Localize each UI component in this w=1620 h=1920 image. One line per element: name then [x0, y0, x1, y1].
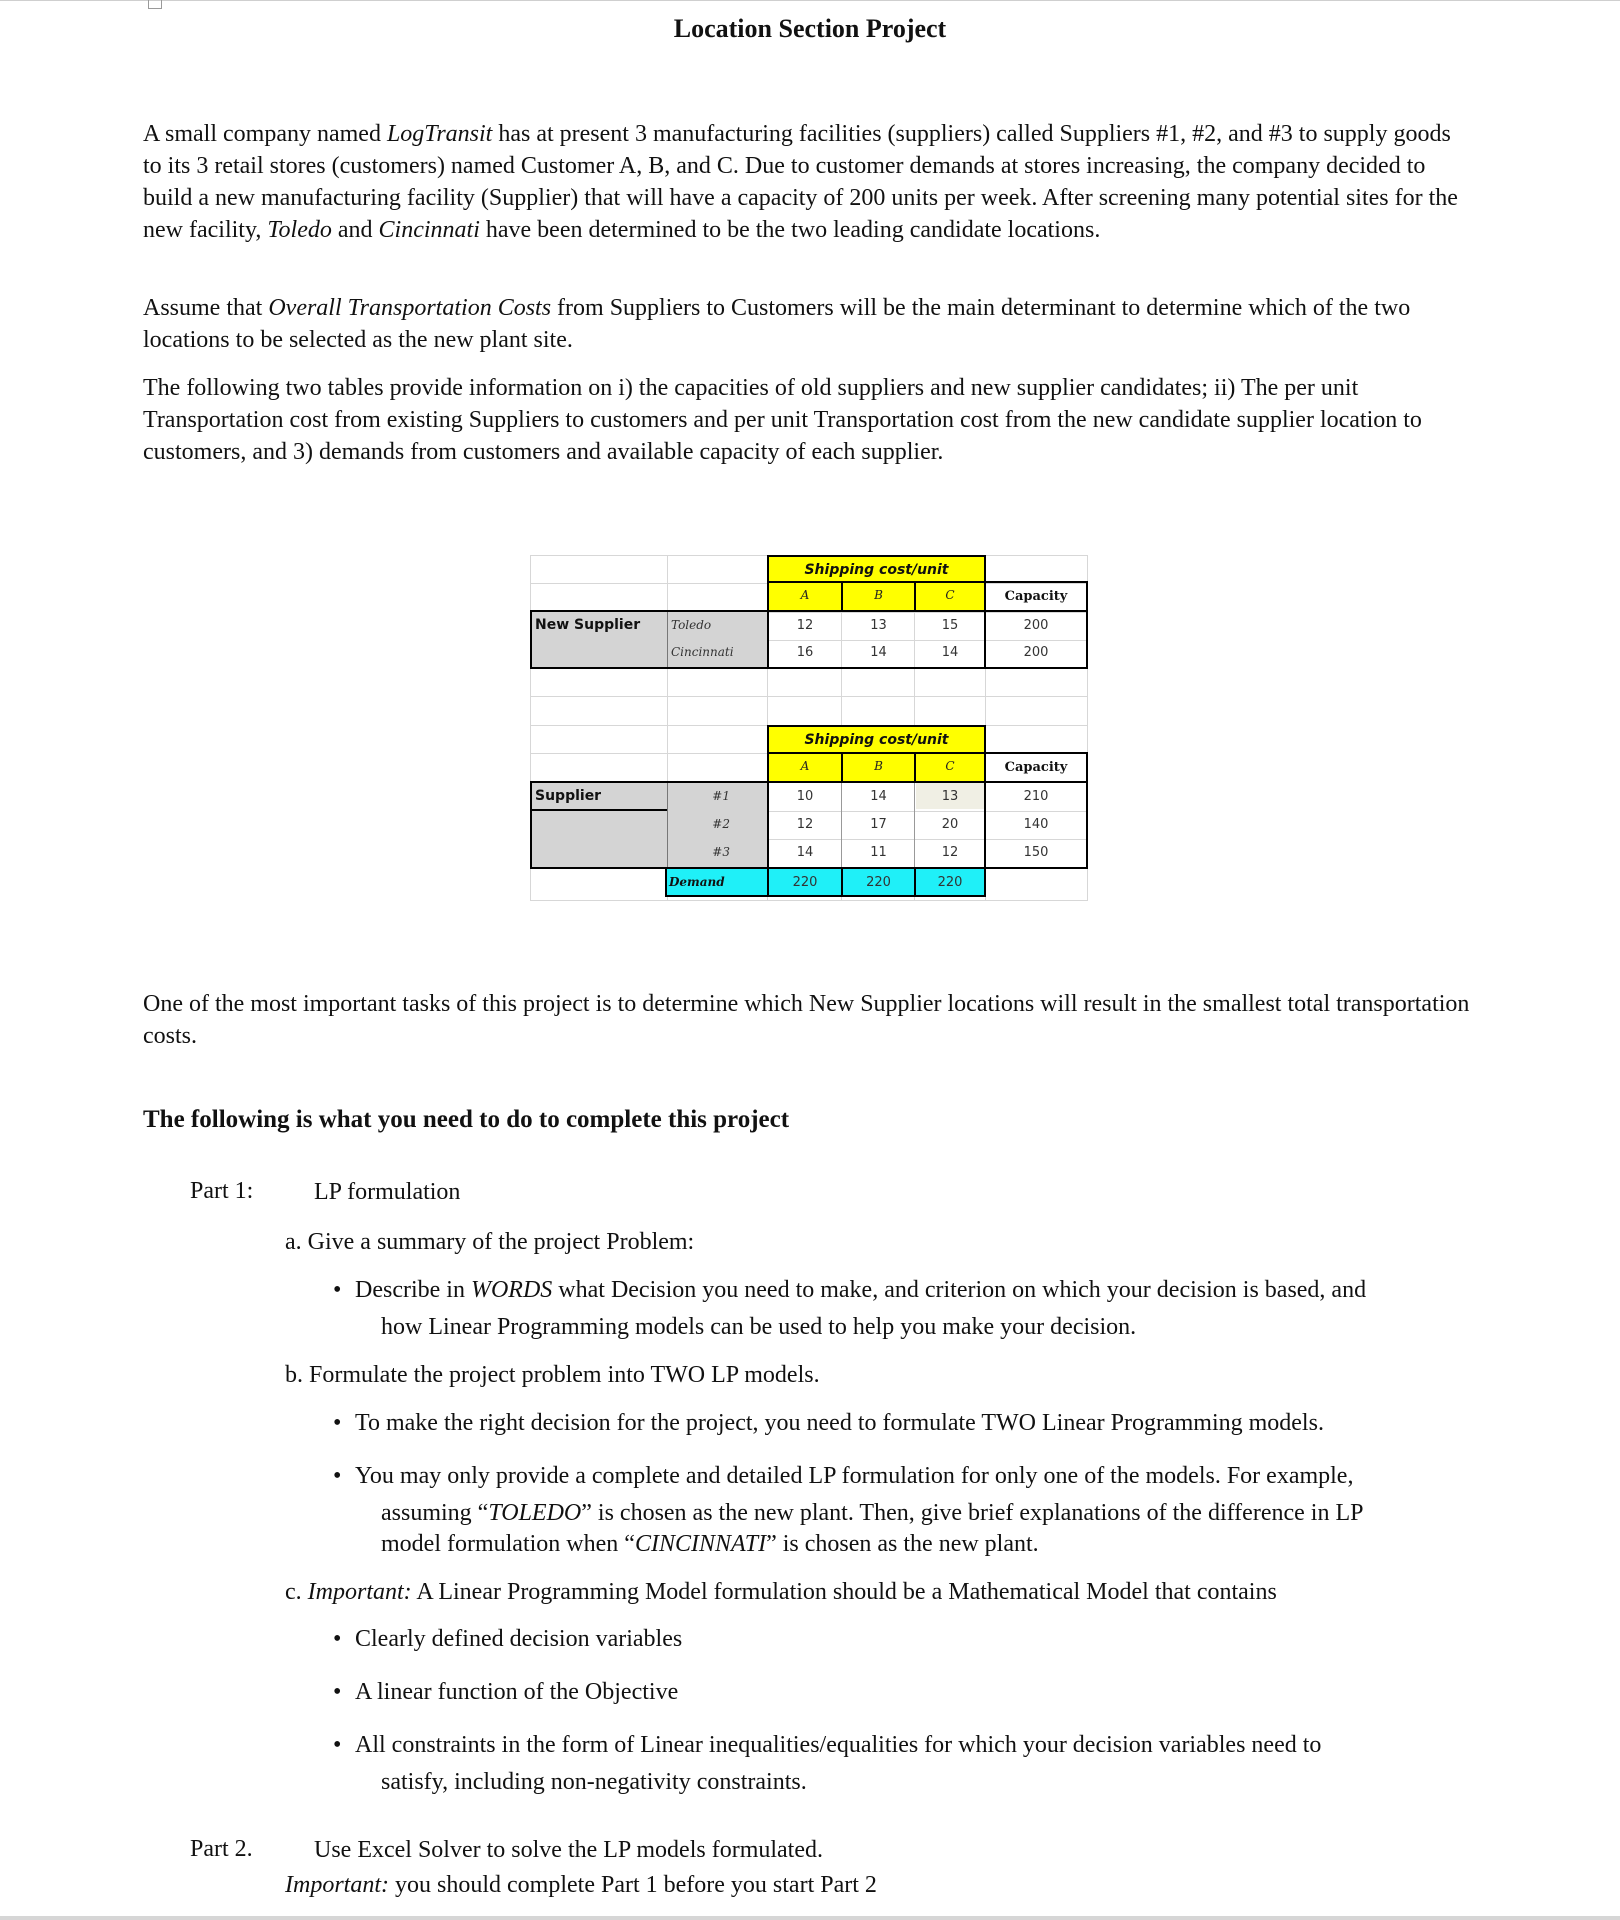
old-cost-3-c: 12 [941, 845, 959, 860]
new-capacity-header: Capacity [1004, 589, 1068, 604]
old-capacity-header: Capacity [1004, 760, 1068, 775]
part1-c-bullet-3: • All constraints in the form of Linear inequalities/equalities for which your decision variables need to [333, 1732, 1322, 1758]
part1-b-bullet-2: • You may only provide a complete and detailed LP formulation for only one of the models. For example, [333, 1463, 1354, 1489]
part1-item-b: b. Formulate the project problem into TWO LP models. [285, 1362, 820, 1388]
part1-b-bullet-2-line2: assuming “TOLEDO” is chosen as the new plant. Then, give brief explanations of the difference in LP [381, 1500, 1364, 1526]
new-col-c: C [945, 588, 955, 602]
old-capacity-block [984, 781, 1088, 869]
new-capacity-toledo: 200 [1023, 618, 1049, 633]
old-capacity-2: 140 [1023, 817, 1049, 832]
part1-c-bullet-2: • A linear function of the Objective [333, 1679, 679, 1705]
new-cost-cincinnati-c: 14 [941, 645, 959, 660]
page-corner-marker [148, 0, 162, 9]
new-shipping-header-cell [767, 555, 986, 583]
demand-label-cell [665, 867, 769, 897]
old-col-a: A [800, 759, 810, 773]
top-border [0, 0, 1620, 1]
bottom-border [0, 1916, 1620, 1920]
new-cost-toledo-b: 13 [870, 618, 887, 633]
new-cost-cincinnati-b: 14 [870, 645, 887, 660]
part1-label: Part 1: [190, 1178, 254, 1204]
old-row-3-label: #3 [712, 845, 730, 859]
old-cost-block [767, 781, 986, 869]
part1-title: LP formulation [314, 1179, 461, 1205]
old-cost-3-a: 14 [796, 845, 814, 860]
part1-c-bullet-1: • Clearly defined decision variables [333, 1626, 683, 1652]
old-shipping-header-cell [767, 725, 986, 754]
old-cost-2-a: 12 [796, 817, 814, 832]
intro-paragraph-1: A small company named LogTransit has at present 3 manufacturing facilities (suppliers) called Suppliers #1, #2, and #3 to supply goods to its 3 retail stores (customers) named Customer A, B, and C. Due to customer demands at stores increasing, the company decided to build a new manufacturing facility (Supplier) that will have a capacity of 200 units per week. After screening many potential sites for the new facility, Toledo and Cincinnati have been determined to be the two leading candidate locations. [143, 121, 1458, 243]
part1-b-bullet-1: • To make the right decision for the project, you need to formulate TWO Linear Programming models. [333, 1410, 1324, 1436]
tasks-heading: The following is what you need to do to complete this project [143, 1106, 790, 1133]
part1-a-bullet-1-line2: how Linear Programming models can be used to help you make your decision. [381, 1314, 1137, 1340]
old-col-c: C [945, 759, 955, 773]
new-cost-cincinnati-a: 16 [796, 645, 814, 660]
part2-label: Part 2. [190, 1836, 253, 1862]
page-title: Location Section Project [673, 14, 947, 43]
old-cost-2-b: 17 [870, 817, 887, 832]
old-row-1-label: #1 [712, 789, 730, 803]
old-cost-1-b: 14 [870, 789, 887, 804]
demand-row [767, 867, 986, 897]
old-col-b: B [874, 759, 883, 773]
new-supplier-label-block [530, 610, 769, 669]
new-shipping-header: Shipping cost/unit [804, 562, 949, 578]
old-cost-1-c: 13 [941, 789, 959, 804]
old-cost-2-c: 20 [941, 817, 959, 832]
demand-a: 220 [792, 875, 818, 890]
new-column-header-row [767, 581, 986, 612]
new-cost-toledo-c: 15 [941, 618, 959, 633]
part1-item-a: a. Give a summary of the project Problem: [285, 1229, 695, 1255]
old-cost-1-a: 10 [796, 789, 814, 804]
new-capacity-cincinnati: 200 [1023, 645, 1049, 660]
old-capacity-3: 150 [1023, 845, 1049, 860]
old-column-header-row [767, 752, 986, 783]
demand-c: 220 [937, 875, 963, 890]
demand-label: Demand [669, 875, 725, 889]
after-table-paragraph: One of the most important tasks of this project is to determine which New Supplier locations will result in the smallest total transportation costs. [143, 991, 1470, 1049]
new-row-cincinnati-label: Cincinnati [671, 645, 734, 659]
old-capacity-header-cell [984, 752, 1088, 783]
old-supplier-label-block [530, 781, 769, 869]
new-supplier-label: New Supplier [535, 617, 641, 633]
demand-b: 220 [866, 875, 891, 890]
new-cost-toledo-a: 12 [796, 618, 814, 633]
new-capacity-block [984, 610, 1088, 669]
old-cost-3-b: 11 [870, 845, 887, 860]
old-capacity-1: 210 [1023, 789, 1049, 804]
part1-item-c: c. Important: A Linear Programming Model formulation should be a Mathematical Model that contains [285, 1579, 1277, 1605]
old-shipping-header: Shipping cost/unit [804, 732, 949, 748]
old-row-2-label: #2 [712, 817, 730, 831]
part1-a-bullet-1: • Describe in WORDS what Decision you need to make, and criterion on which your decision is based, and [333, 1277, 1367, 1303]
new-row-toledo-label: Toledo [671, 618, 712, 632]
new-capacity-header-cell [984, 581, 1088, 612]
old-supplier-label: Supplier [535, 788, 602, 804]
part2-title: Use Excel Solver to solve the LP models formulated. [314, 1837, 824, 1863]
part1-b-bullet-2-line3: model formulation when “CINCINNATI” is chosen as the new plant. [381, 1531, 1039, 1557]
new-col-a: A [800, 588, 810, 602]
new-cost-block [767, 610, 986, 669]
part2-note: Important: you should complete Part 1 before you start Part 2 [285, 1872, 877, 1898]
intro-paragraph-3: The following two tables provide information on i) the capacities of old suppliers and new supplier candidates; ii) The per unit Transportation cost from existing Suppliers to customers and per unit Transportation cost from the new candidate supplier location to customers, and 3) demands from customers and available capacity of each supplier. [143, 375, 1422, 465]
intro-paragraph-2: Assume that Overall Transportation Costs from Suppliers to Customers will be the main determinant to determine which of the two locations to be selected as the new plant site. [143, 295, 1411, 353]
spreadsheet-tables [530, 555, 1088, 901]
new-col-b: B [874, 588, 883, 602]
part1-c-bullet-3-line2: satisfy, including non-negativity constraints. [381, 1769, 807, 1795]
